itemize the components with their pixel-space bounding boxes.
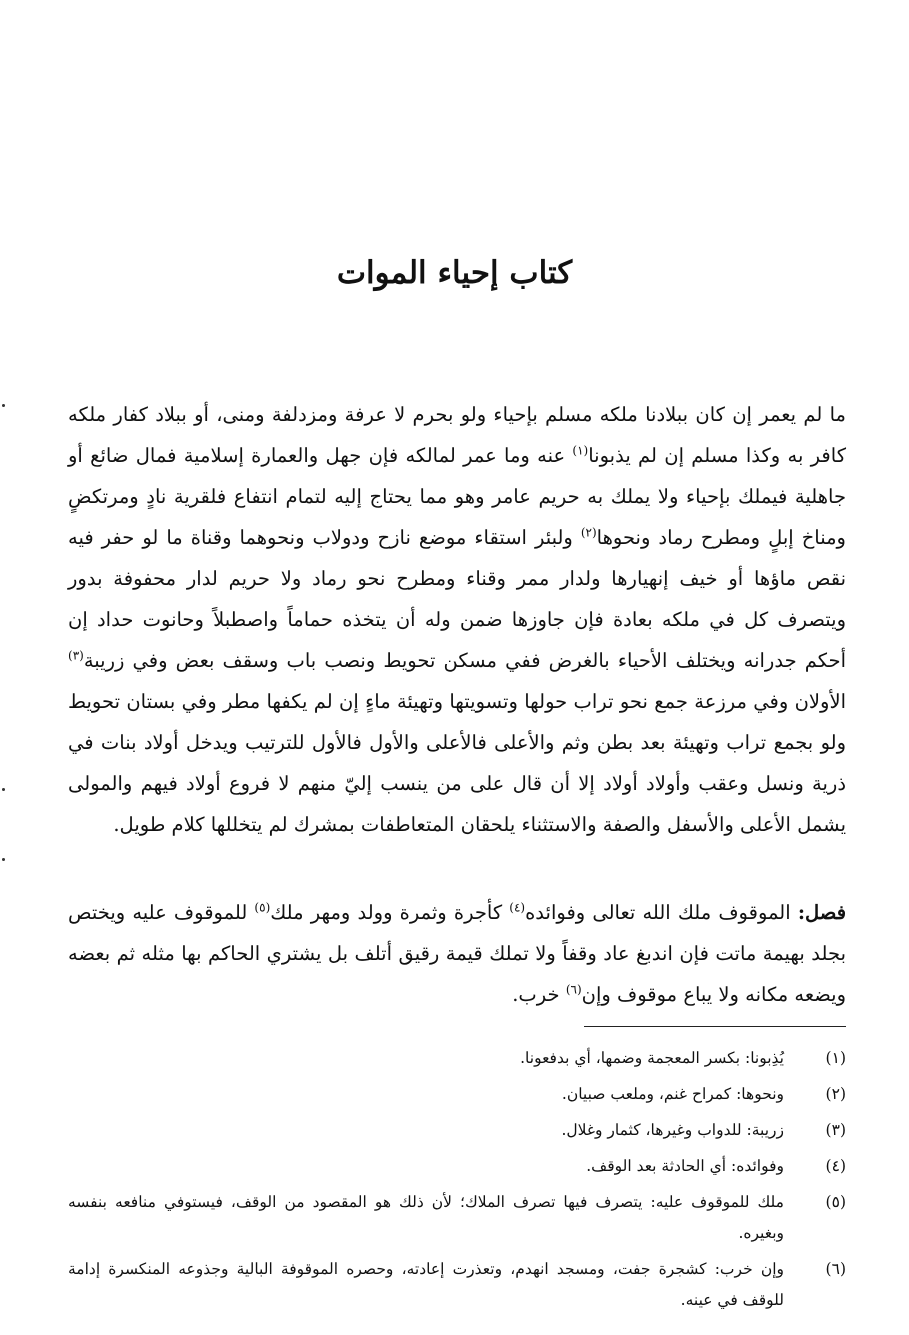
footnote-ref-marker: (٤) bbox=[509, 900, 526, 915]
chapter-title: كتاب إحياء الموات bbox=[336, 255, 573, 291]
footnote-number: (١) bbox=[825, 1049, 846, 1067]
margin-mark bbox=[2, 858, 5, 861]
footnote-number: (٥) bbox=[825, 1193, 846, 1211]
footnote-text: ملك للموقوف عليه: يتصرف فيها تصرف الملاك؛ لأن ذلك هو المقصود من الوقف، فيستوفي منافعه بنفسه وبغيره. bbox=[68, 1193, 784, 1242]
footnote-number: (٦) bbox=[825, 1260, 846, 1278]
footnote-item bbox=[68, 1079, 846, 1110]
footnote-item bbox=[68, 1187, 846, 1249]
footnote-text: يُذِبونا: بكسر المعجمة وضمها، أي بدفعونا. bbox=[520, 1049, 784, 1067]
footnote-item bbox=[68, 1115, 846, 1146]
footnote-text: ونحوها: كمراح غنم، وملعب صبيان. bbox=[561, 1085, 784, 1103]
footnote-ref-marker: (٣) bbox=[68, 648, 84, 663]
footnote-item bbox=[68, 1151, 846, 1182]
paragraph-text: ما لم يعمر إن كان ببلادنا ملكه مسلم بإحياء ولو بحرم لا عرفة ومزدلفة ومنى، أو ببلاد كفار ملكه كافر به وكذا مسلم إن لم يذبونا$^{(١)}$ عنه وما عمر لمالكه فإن جهل والعمارة إسلامية فمال ضائع أو جاهلية فيملك بإحياء ولا يملك به حريم عامر وهو مما يحتاج إليه لتمام انتفاع فلقرية نادٍ ومرتكضٍ ومناخ إبلٍ ومطرح رماد ونحوها$^{(٢)}$ ولبئر استقاء موضع نازح ودولاب ونحوهما وقناة ما لو حفر فيه نقص ماؤها أو خيف إنهيارها ولدار ممر وقناء ومطرح نحو رماد ولا حريم لدار محفوفة بدور ويتصرف كل في ملكه بعادة فإن جاوزها ضمن وله أن يتخذه حماماً واصطبلاً وحانوت حداد إن أحكم جدرانه ويختلف الأحياء بالغرض ففي مسكن تحويط ونصب باب وسقف بعض وفي زريبة$^{(٣)}$ الأولان وفي مرزعة جمع نحو تراب حولها وتسويتها وتهيئة ماءٍ إن لم يكفها مطر وفي بستان تحويط ولو بجمع تراب وتهيئة بعد بطن وثم والأعلى فالأعلى والأول فالأول للترتيب ويدخل أولاد بنات في ذرية ونسل وعقب وأولاد أولاد إلا أن قال على من ينسب إليّ منهم لا فروع أولاد فيهم والمولى يشمل الأعلى والأسفل والصفة والاستثناء يلحقان المتعاطفات بمشرك لم يتخللها كلام طويل. bbox=[68, 403, 846, 836]
footnote-ref-marker: (١) bbox=[572, 443, 589, 458]
footnote-ref-marker: (٦) bbox=[565, 982, 582, 997]
footnote-number: (٤) bbox=[825, 1157, 846, 1175]
footnote-text: وفوائده: أي الحادثة بعد الوقف. bbox=[586, 1157, 784, 1175]
footnote-separator bbox=[584, 1026, 846, 1027]
section-label: فصل: bbox=[797, 901, 847, 924]
section-text: الموقوف ملك الله تعالى وفوائده$^{(٤)}$ كأجرة وثمرة وولد ومهر ملك$^{(٥)}$ للموقوف عليه ويختص بجلد بهيمة ماتت فإن اندبغ عاد وقفاً ولا تملك قيمة رقيق أتلف بل يشتري الحاكم بها مثله ثم بعضه ويضعه مكانه ولا يباع موقوف وإن$^{(٦)}$ خرب. bbox=[68, 900, 846, 1006]
footnote-number: (٢) bbox=[825, 1085, 846, 1103]
footnote-item bbox=[68, 1254, 846, 1316]
footnote-ref-marker: (٢) bbox=[580, 525, 597, 540]
main-paragraph bbox=[68, 394, 846, 845]
margin-mark bbox=[2, 788, 5, 791]
footnote-text: وإن خرب: كشجرة جفت، ومسجد انهدم، وتعذرت إعادته، وحصره الموقوفة البالية وجذوعه المنكسرة إدامة للوقف في عينه. bbox=[68, 1260, 784, 1309]
margin-mark bbox=[2, 404, 5, 407]
footnotes-list bbox=[68, 1043, 846, 1321]
footnote-number: (٣) bbox=[825, 1121, 846, 1139]
footnote-ref-marker: (٥) bbox=[254, 900, 271, 915]
footnote-text: زريبة: للدواب وغيرها، كثمار وغلال. bbox=[561, 1121, 784, 1139]
footnote-item bbox=[68, 1043, 846, 1074]
section-paragraph bbox=[68, 892, 846, 1015]
